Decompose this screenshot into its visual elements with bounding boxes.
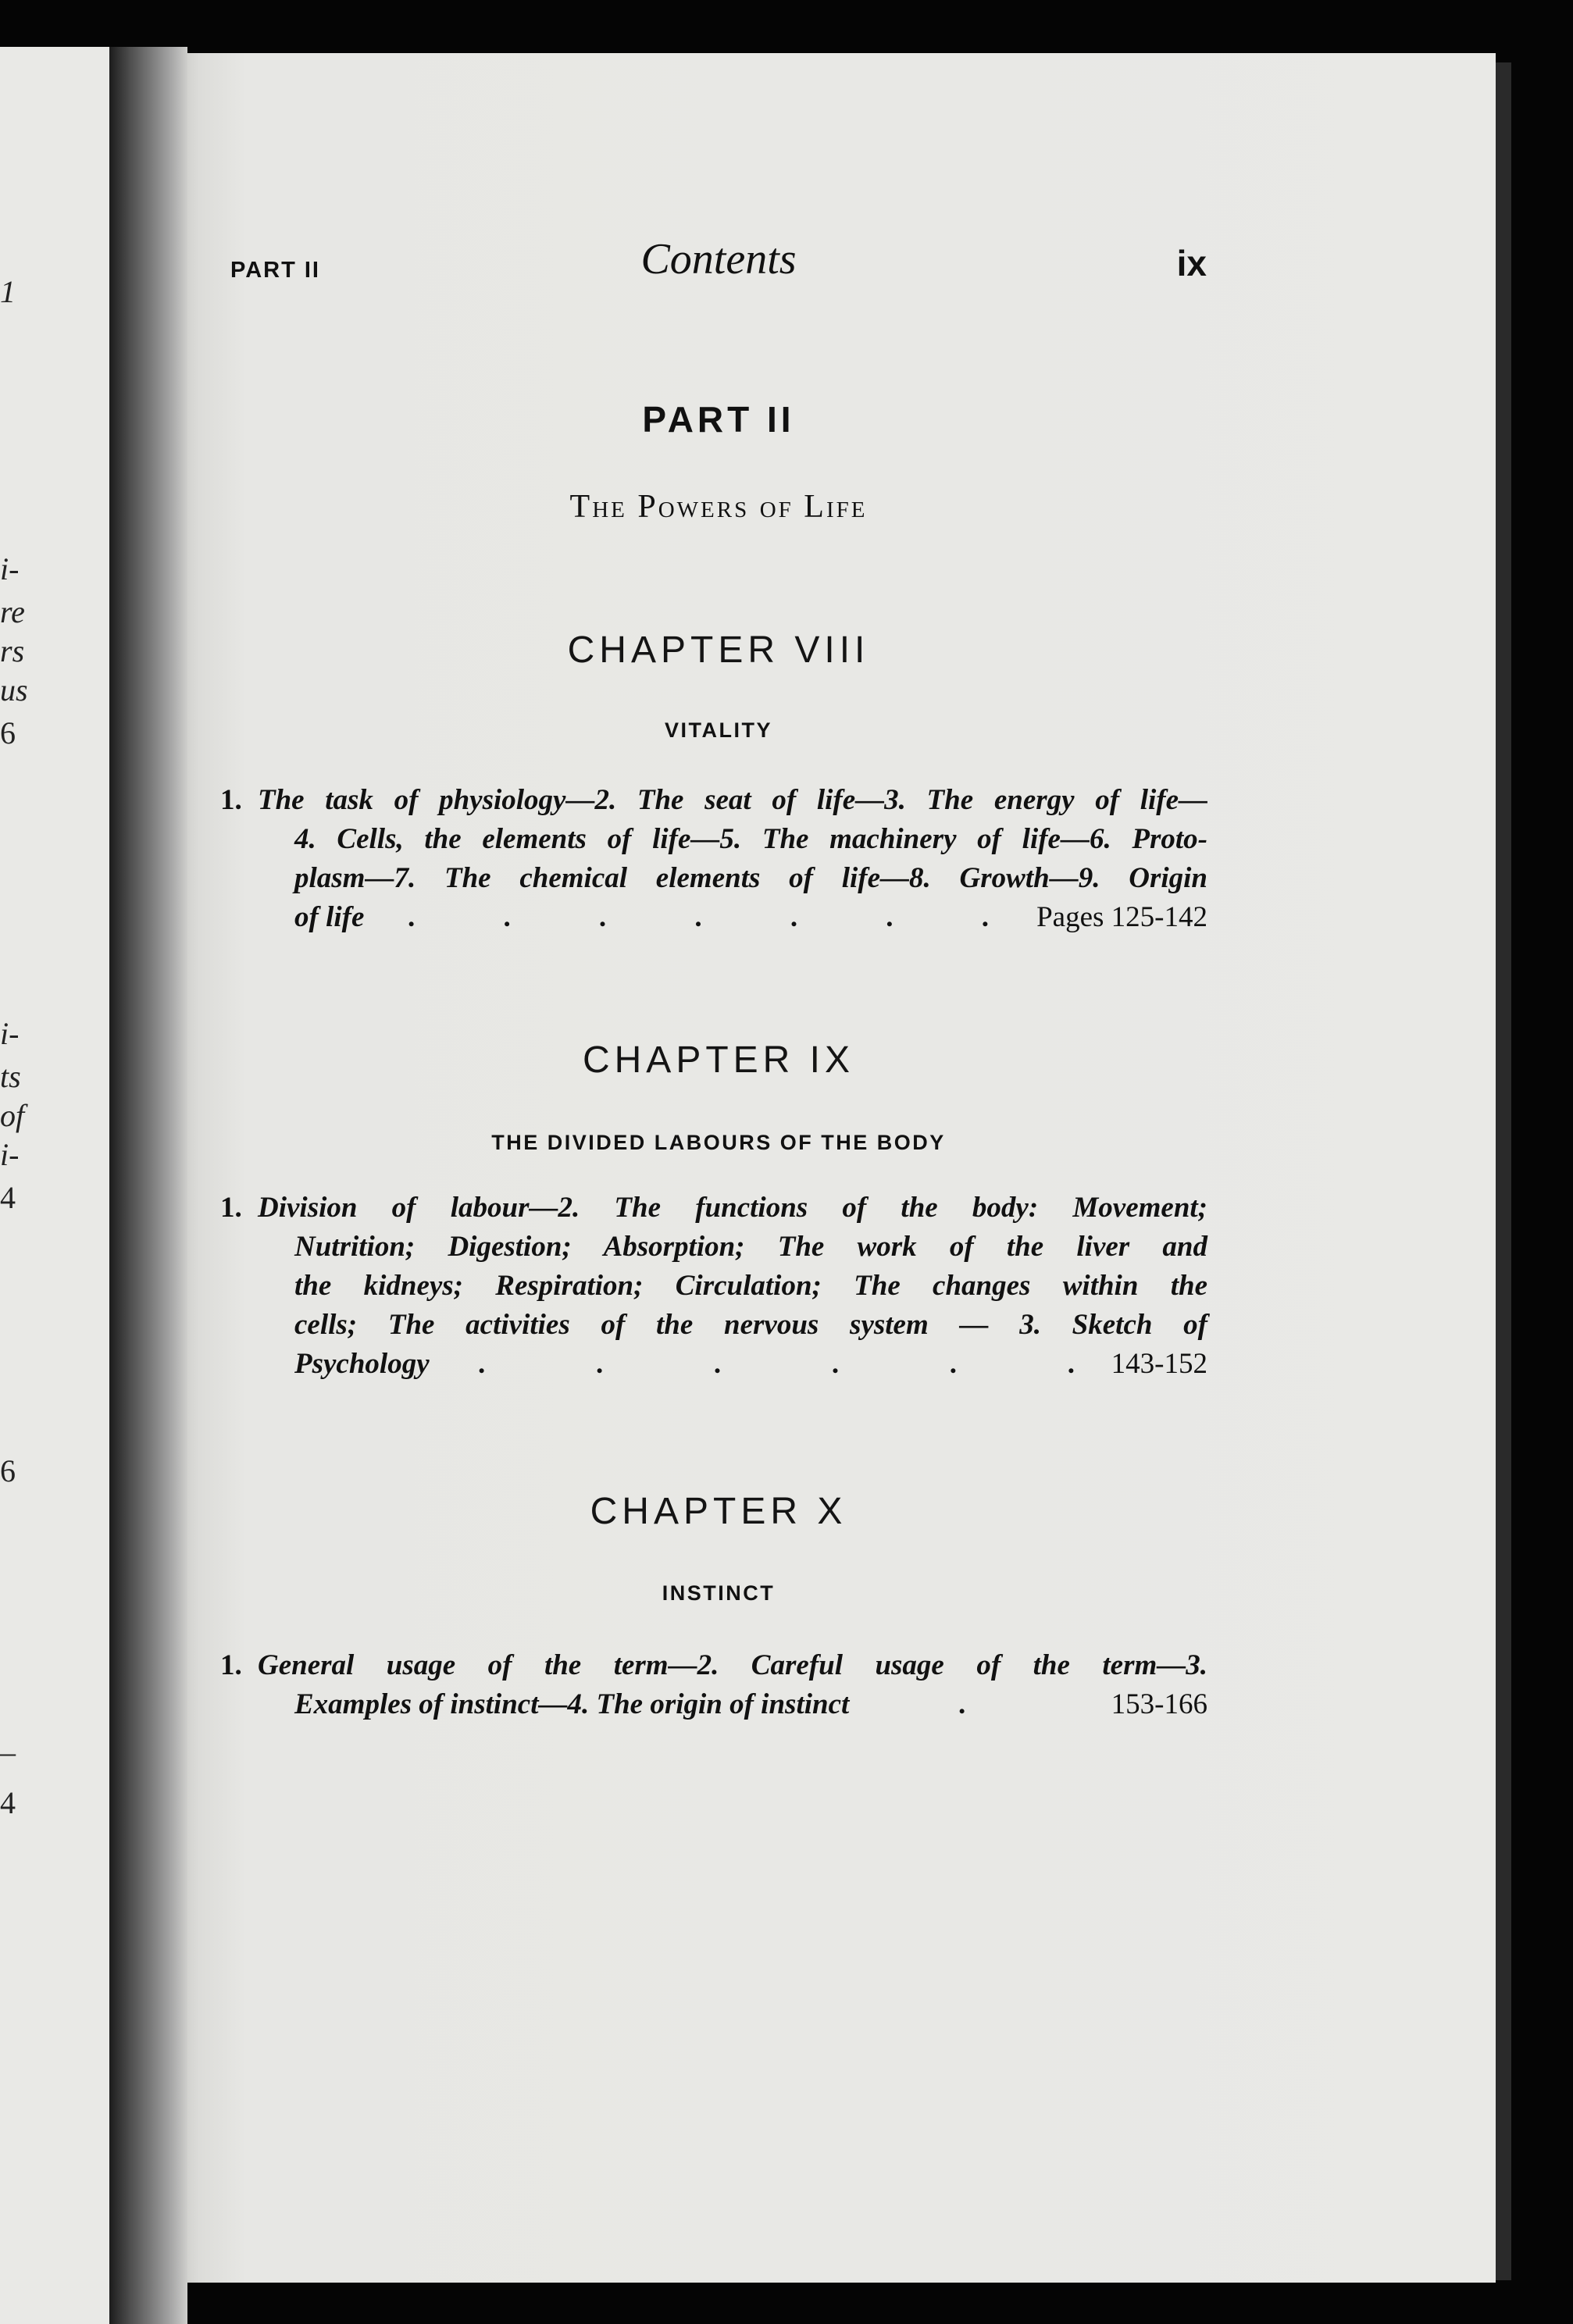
entry-line: of life	[294, 901, 365, 933]
entry-line: plasm—7. The chemical elements of life—8. Growth—9. Origin	[294, 862, 1207, 894]
page-number: ix	[1176, 243, 1207, 283]
part-subtitle: The Powers of Life	[569, 489, 868, 525]
fragment: re	[0, 594, 25, 629]
page-range: 143-152	[1111, 1348, 1207, 1380]
entry-line: cells; The activities of the nervous system — 3. Sketch of	[294, 1309, 1207, 1341]
chapter-subtitle: VITALITY	[665, 718, 772, 742]
fragment: us	[0, 672, 28, 708]
entry-line: 4. Cells, the elements of life—5. The machinery of life—6. Proto-	[294, 823, 1207, 855]
running-head-title: Contents	[640, 235, 797, 283]
page-range: 153-166	[1111, 1688, 1207, 1720]
dot-leaders: .	[958, 1688, 966, 1720]
entry-line: Psychology	[294, 1348, 430, 1380]
running-head-part: PART II	[230, 258, 320, 283]
chapter-entry	[220, 781, 1207, 937]
chapter-heading: CHAPTER IX	[582, 1039, 855, 1081]
chapter-heading: CHAPTER X	[590, 1491, 847, 1532]
entry-line: Examples of instinct—4. The origin of instinct	[294, 1688, 850, 1720]
chapter-subtitle: INSTINCT	[662, 1581, 776, 1605]
page-range: Pages 125-142	[1036, 901, 1207, 933]
chapter-entry	[220, 1646, 1207, 1724]
entry-line: General usage of the term—2. Careful usage of the term—3.	[258, 1649, 1207, 1681]
previous-page-edge	[0, 47, 121, 2324]
fragment: rs	[0, 633, 25, 668]
entry-line: The task of physiology—2. The seat of life—3. The energy of life—	[258, 784, 1207, 816]
section-number: 1.	[220, 1192, 242, 1224]
fragment: i-	[0, 1016, 20, 1051]
binding-gutter-shadow	[109, 47, 187, 2324]
part-title: PART II	[642, 399, 795, 440]
fragment: i-	[0, 551, 20, 586]
chapter-heading: CHAPTER VIII	[567, 629, 870, 671]
fragment: –	[0, 1734, 16, 1770]
previous-page-text-fragments	[0, 47, 28, 2324]
fragment: 4	[0, 1785, 16, 1820]
fragment: 4	[0, 1180, 16, 1215]
chapter-entry	[220, 1189, 1207, 1384]
entry-line: the kidneys; Respiration; Circulation; The changes within the	[294, 1270, 1207, 1302]
entry-line: Division of labour—2. The functions of the body: Movement;	[258, 1192, 1207, 1224]
running-head	[230, 234, 1207, 297]
dot-leaders: . . . . . .	[478, 1348, 1075, 1380]
page-edge	[1496, 62, 1511, 2280]
section-number: 1.	[220, 784, 242, 816]
fragment: 1	[0, 274, 16, 309]
contents-page	[176, 53, 1496, 2283]
entry-line: Nutrition; Digestion; Absorption; The work of the liver and	[294, 1231, 1207, 1263]
fragment: 6	[0, 715, 16, 750]
chapter-subtitle: THE DIVIDED LABOURS OF THE BODY	[491, 1131, 946, 1154]
section-number: 1.	[220, 1649, 242, 1681]
dot-leaders: . . . . . . .	[408, 901, 989, 933]
fragment: of	[0, 1098, 25, 1133]
fragment: 6	[0, 1453, 16, 1488]
fragment: i-	[0, 1137, 20, 1172]
fragment: ts	[0, 1059, 21, 1094]
